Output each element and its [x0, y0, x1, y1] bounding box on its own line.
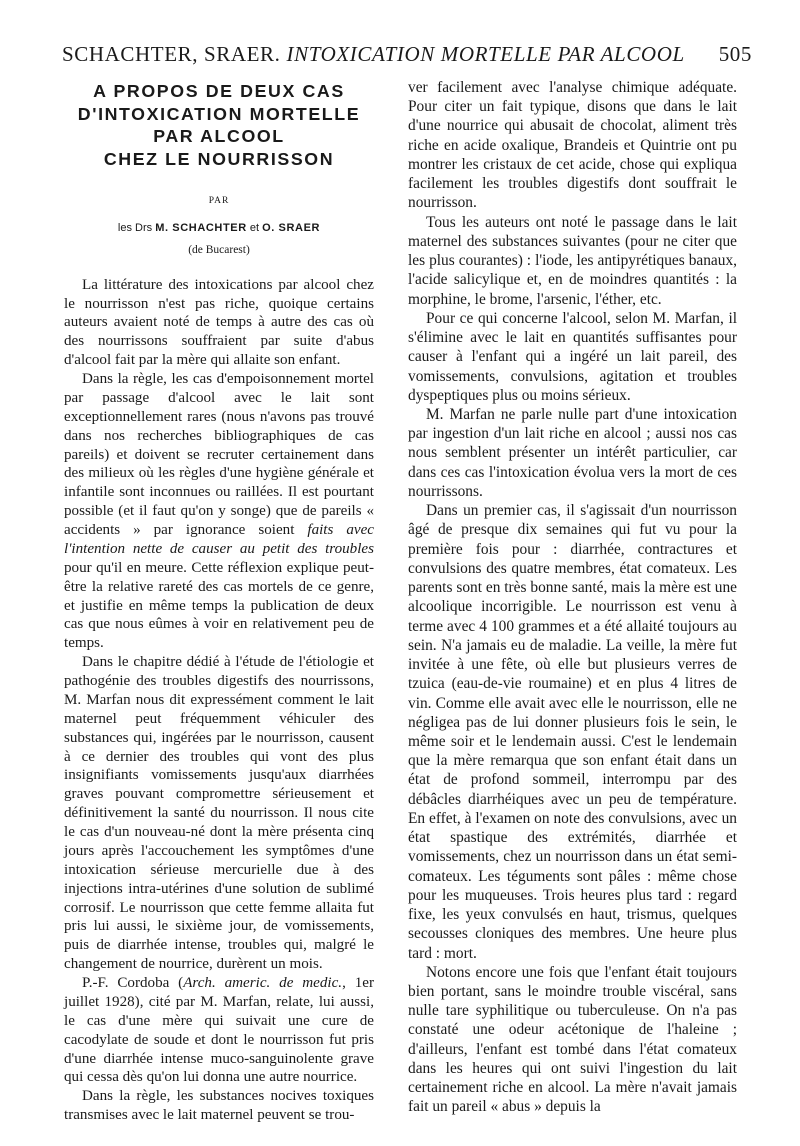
left-column [64, 78, 374, 1125]
paragraph: Dans la règle, les substances nocives toxiques transmises avec le lait maternel peuvent se trou- [64, 1088, 374, 1124]
paragraph-text: , 1er juillet 1928), cité par M. Marfan, relate, lui aussi, le cas d'une mère qui suivait une cure de cacodylate de soude et dont le nourrisson fut pris d'une diarrhée intense muco-sanguinolente grave qui cessa dès qu'on lui donna une autre nourrice. [64, 975, 374, 1086]
paragraph: Dans un premier cas, il s'agissait d'un nourrisson âgé de presque dix semaines qui fut vu pour la première fois pour : diarrhée, contractures et convulsions des quatre membres, état comateux. Les parents sont en très bonne santé, mais la mère est une alcoolique incorrigible. Le nourrisson est venu à terme avec 4 100 grammes et a été allaité toujours au sein. N'a jamais eu de maladie. La veille, la mère fut invitée à une fête, où elle but plusieurs verres de tzuica (eau-de-vie roumaine) et en plus 4 litres de vin. Comme elle avait avec elle le nourrisson, elle ne négligea pas de lui donner plusieurs fois le sein, le même soir et le lendemain aussi. C'est le lendemain que la mère remarqua que son enfant était dans un état de profond sommeil, interrompu par des débâcles diarrhéiques avec un peu de température. En effet, à l'examen on note des convulsions, avec un état spastique des extrémités, diarrhée et vomissements, chez un nourrisson dans un état semi-comateux. Les téguments sont pâles : même chose pour les muqueuses. Trois heures plus tard : regard fixe, les yeux convulsés en haut, trismus, quelques secousses cloniques des membres. Une heure plus tard : mort. [408, 502, 737, 962]
paragraph: Pour ce qui concerne l'alcool, selon M. Marfan, il s'élimine avec le lait en quantités suffisantes pour causer à l'enfant qui a ingéré un lait pareil, des vomissements, convulsions, agitation et troubles dyspeptiques plus ou moins sérieux. [408, 309, 737, 404]
author-1: M. SCHACHTER [155, 221, 247, 234]
affiliation: (de Bucarest) [188, 243, 250, 256]
byline [64, 219, 374, 238]
paragraph-text: P.-F. Cordoba ( [82, 975, 184, 991]
article-title-line: A PROPOS DE DEUX CAS [93, 81, 345, 101]
page-number: 505 [718, 42, 752, 66]
article-title-line: CHEZ LE NOURRISSON [103, 148, 335, 169]
paragraph [64, 974, 374, 1087]
article-title-line: D'INTOXICATION MORTELLE [77, 103, 361, 124]
byline-prefix: les Drs [117, 221, 153, 234]
running-head-title: INTOXICATION MORTELLE PAR ALCOOL [286, 42, 685, 66]
byline-join: et [249, 221, 260, 234]
paragraph: Dans le chapitre dédié à l'étude de l'étiologie et pathogénie des troubles digestifs des nourrissons, M. Marfan nous dit expressément comment le lait maternel peut fréquemment véhiculer des substances qui, ingérées par le nourrisson, causent à ce dernier des troubles qui vont des plus insignifiants vomissements jusqu'aux diarrhées graves pouvant compromettre sérieusement et définitivement la santé du nourrisson. Il nous cite le cas d'un nouveau-né dont la mère présenta cinq jours après l'accouchement les symptômes d'une intoxication sérieuse mercurielle due à des injections intra-utérines d'une solution de sublimé corrosif. Le nourrisson que cette femme allaita fut pris lui aussi, le sixième jour, de vomissements, puis de diarrhée intense, troubles qui, malgré le changement de nourrice, durèrent un mois. [64, 654, 374, 973]
par-label: PAR [208, 196, 230, 206]
article-title [64, 80, 374, 170]
article-title-line: PAR ALCOOL [153, 126, 285, 146]
running-head [62, 42, 752, 74]
citation-italic: Arch. americ. de medic. [183, 975, 343, 991]
paragraph-italic: faits avec l'intention nette de causer au petit des troubles [64, 522, 374, 557]
paragraph: M. Marfan ne parle nulle part d'une intoxication par ingestion d'un lait riche en alcool ; aussi nos cas nous semblent présenter un intérêt particulier, car dans ces cas l'intoxication évolua vers la mort de ces nourrissons. [408, 405, 737, 500]
paragraph: Notons encore une fois que l'enfant était toujours bien portant, sans le moindre trouble viscéral, sans nulle tare syphilitique ou tuberculeuse. On n'a pas constaté une odeur acétonique de l'haleine ; d'ailleurs, l'enfant est tombé dans l'état comateux dans les heures qui ont suivi l'ingestion du lait certainement riche en alcool. La mère n'avait jamais fait un pareil « abus » depuis la [408, 963, 737, 1116]
running-head-authors: SCHACHTER, SRAER. [62, 42, 281, 66]
paragraph: La littérature des intoxications par alcool chez le nourrisson n'est pas riche, quoique certains auteurs avaient noté de temps à autre des cas où des nourrissons souffraient par suite d'abus d'alcool fait par la mère qui allaite son enfant. [64, 276, 374, 369]
author-2: O. SRAER [262, 221, 321, 234]
paragraph: ver facilement avec l'analyse chimique adéquate. Pour citer un fait typique, disons que dans le lait d'une nourrice qui abusait de chocolat, aliment très riche en acide oxalique, Brandeis et Quintrie ont pu montrer les cristaux de cet acide, chose qui expliqua facilement les troubles digestifs dont souffrait le nourrisson. [408, 79, 737, 212]
paragraph: Tous les auteurs ont noté le passage dans le lait maternel des substances suivantes (pour ne citer que les plus courantes) : l'iode, les antipyrétiques banaux, l'acide salicylique et, en de moindres quantités : la morphine, le brome, l'arsenic, l'éther, etc. [408, 213, 737, 308]
paragraph-text: pour qu'il en meure. Cette réflexion explique peut-être la relative rareté des cas mortels de ce genre, et justifie en même temps la publication de deux cas que nous eûmes à voir en relativement peu de temps. [64, 559, 374, 652]
paragraph-text: Dans la règle, les cas d'empoisonnement mortel par passage d'alcool avec le lait sont exceptionnellement rares (nous n'avons pas trouvé dans nos recherches bibliographiques de cas pareils) et doivent se recruter certainement dans des milieux où les règles d'une hygiène générale et infantile sont inconnues ou raillées. Il est pourtant possible (et il faut qu'on y songe) que de pareils « accidents » par ignorance soient [64, 371, 374, 538]
right-column [408, 78, 737, 1117]
paragraph [64, 370, 374, 653]
